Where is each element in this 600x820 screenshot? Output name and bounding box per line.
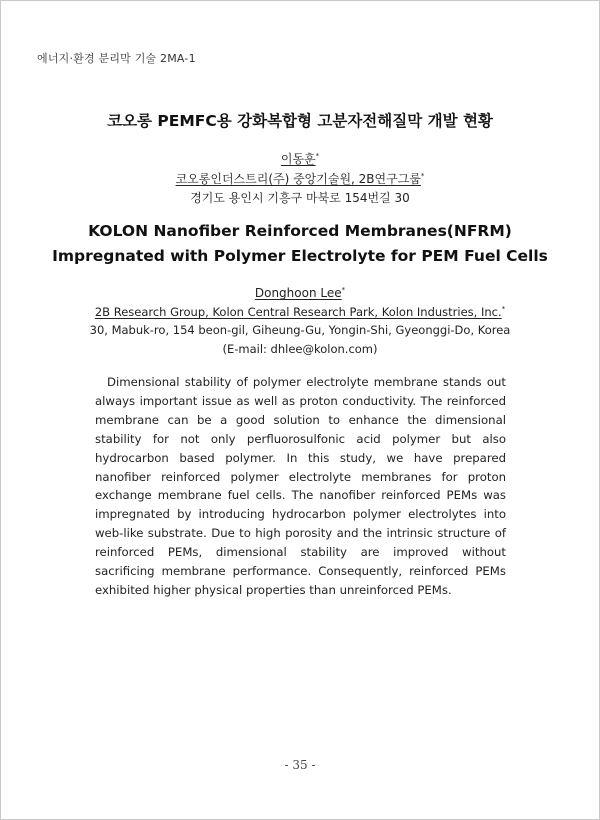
session-header: 에너지·환경 분리막 기술 2MA-1 [37,52,196,65]
page-number: - 35 - [284,758,316,772]
english-title [0,219,600,269]
korean-affiliation [0,170,600,187]
english-affiliation-text: 2B Research Group, Kolon Central Research Park, Kolon Industries, Inc. [94,305,502,319]
english-address: 30, Mabuk-ro, 154 beon-gil, Giheung-Gu, Yongin-Shi, Gyeonggi-Do, Korea [89,323,511,337]
korean-author [0,150,600,167]
english-affiliation [0,305,600,319]
korean-author-name: 이동훈 [280,152,316,166]
korean-affiliation-text: 코오롱인더스트리(주) 중앙기술원, 2B연구그룹 [175,172,421,186]
english-email: (E-mail: dhlee@kolon.com) [222,342,378,356]
english-title-line2: Impregnated with Polymer Electrolyte for PEM Fuel Cells [52,247,548,265]
abstract-paragraph: Dimensional stability of polymer electrolyte membrane stands out always important issue as well as proton conductivity. The reinforced membrane can be a good solution to enhance the dimensional stability for not only perfluorosulfonic acid polymer but also hydrocarbon based polymer. In this study, we have prepared nanofiber reinforced polymer electrolyte membranes for proton exchange membrane fuel cells. The nanofiber reinforced PEMs was impregnated by introducing hydrocarbon polymer electrolytes into web-like substrate. Due to high porosity and the intrinsic structure of reinforced PEMs, dimensional stability are improved without sacrificing membrane performance. Consequently, reinforced PEMs exhibited higher physical properties than unreinforced PEMs. [95,375,506,597]
english-author [0,286,600,300]
english-author-name: Donghoon Lee [254,286,342,300]
korean-title: 코오롱 PEMFC용 강화복합형 고분자전해질막 개발 현황 [107,112,493,130]
english-author-mark: * [341,286,346,294]
korean-affiliation-mark: * [420,172,425,180]
english-title-line1: KOLON Nanofiber Reinforced Membranes(NFRM) [88,222,512,240]
korean-author-mark: * [315,152,320,160]
korean-address: 경기도 용인시 기흥구 마북로 154번길 30 [190,191,410,205]
english-affiliation-mark: * [501,305,506,314]
